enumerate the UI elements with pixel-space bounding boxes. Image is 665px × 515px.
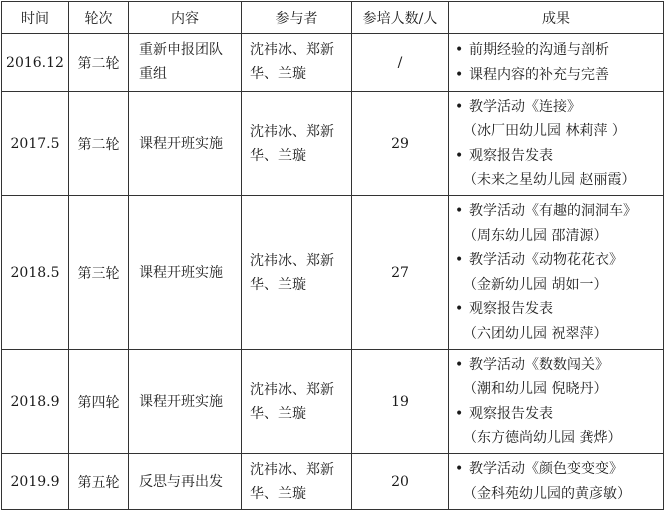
result-item (455, 63, 661, 88)
participants-line: 华、兰璇 (250, 405, 306, 422)
cell-time: 2019.9 (2, 454, 69, 510)
bullet-icon: • (455, 42, 464, 58)
result-item (455, 248, 661, 273)
cell-round: 第二轮 (69, 34, 129, 92)
result-item (455, 95, 661, 120)
header-results: 成果 (449, 2, 664, 34)
cell-results (449, 196, 664, 350)
cell-time: 2016.12 (2, 34, 69, 92)
result-detail: （潮和幼儿园 倪晓丹） (463, 381, 608, 397)
cell-content (129, 196, 242, 350)
bullet-icon: • (455, 356, 464, 373)
cell-content (129, 92, 242, 196)
bullet-icon: • (455, 301, 464, 317)
content-line: 课程开班实施 (139, 264, 223, 281)
result-text: 教学活动《动物花花衣》 (469, 252, 623, 268)
result-text: 课程内容的补充与完善 (469, 66, 609, 83)
training-table (1, 1, 664, 510)
table-row (2, 350, 664, 454)
cell-participants (242, 196, 352, 350)
cell-results (449, 350, 664, 454)
participants-line: 华、兰璇 (250, 485, 306, 502)
result-item (455, 353, 661, 378)
cell-count: 19 (352, 350, 449, 454)
participants-line: 沈祎冰、郑新 (250, 123, 334, 140)
participants-line: 沈祎冰、郑新 (250, 42, 334, 58)
cell-count: / (352, 34, 449, 92)
result-text: 教学活动《连接》 (469, 98, 581, 115)
bullet-icon: • (455, 147, 464, 164)
cell-participants (242, 454, 352, 510)
table-row (2, 196, 664, 350)
cell-round: 第五轮 (69, 454, 129, 510)
cell-time: 2018.9 (2, 350, 69, 454)
header-participants: 参与者 (242, 2, 352, 34)
result-text: 观察报告发表 (469, 147, 553, 164)
bullet-icon: • (455, 461, 464, 477)
participants-line: 沈祎冰、郑新 (250, 461, 334, 478)
participants-line: 沈祎冰、郑新 (250, 381, 334, 398)
result-text: 观察报告发表 (469, 405, 553, 422)
content-line: 重组 (139, 66, 167, 82)
result-detail: （金科苑幼儿园的黄彦敏） (463, 485, 631, 502)
participants-line: 华、兰璇 (250, 147, 306, 164)
result-text: 前期经验的沟通与剖析 (469, 42, 609, 58)
cell-results (449, 92, 664, 196)
table-body (2, 34, 664, 510)
result-item (455, 457, 661, 482)
cell-time: 2018.5 (2, 196, 69, 350)
cell-participants (242, 34, 352, 92)
cell-time: 2017.5 (2, 92, 69, 196)
bullet-icon: • (455, 98, 464, 115)
cell-round: 第三轮 (69, 196, 129, 350)
bullet-icon: • (455, 252, 464, 268)
result-detail: （周东幼儿园 邵清源） (463, 227, 608, 244)
cell-results (449, 454, 664, 510)
content-line: 重新申报团队 (139, 42, 223, 58)
participants-line: 华、兰璇 (250, 276, 306, 293)
table-row (2, 454, 664, 510)
result-item (455, 199, 661, 224)
result-detail: （金新幼儿园 胡如一） (463, 276, 608, 293)
participants-line: 沈祎冰、郑新 (250, 252, 334, 269)
content-line: 课程开班实施 (139, 393, 223, 410)
content-line: 课程开班实施 (139, 135, 223, 152)
participants-line: 华、兰璇 (250, 66, 306, 82)
result-item (455, 297, 661, 322)
result-detail: （冰厂田幼儿园 林莉萍 ） (463, 123, 626, 139)
result-detail: （未来之星幼儿园 赵丽霞） (463, 172, 636, 188)
header-content: 内容 (129, 2, 242, 34)
bullet-icon: • (455, 405, 464, 422)
result-item (455, 402, 661, 427)
content-line: 反思与再出发 (139, 473, 223, 490)
cell-results (449, 34, 664, 92)
table-row (2, 34, 664, 92)
header-round: 轮次 (69, 2, 129, 34)
cell-content (129, 454, 242, 510)
header-time: 时间 (2, 2, 69, 34)
result-item (455, 144, 661, 169)
bullet-icon: • (455, 66, 464, 83)
cell-round: 第四轮 (69, 350, 129, 454)
header-row (2, 2, 664, 34)
cell-participants (242, 350, 352, 454)
header-count: 参培人数/人 (352, 2, 449, 34)
cell-content (129, 350, 242, 454)
result-detail: （东方德尚幼儿园 龚烨） (463, 430, 622, 446)
cell-round: 第二轮 (69, 92, 129, 196)
cell-count: 29 (352, 92, 449, 196)
result-item (455, 38, 661, 63)
result-text: 教学活动《数数闯关》 (469, 356, 609, 373)
cell-participants (242, 92, 352, 196)
result-detail: （六团幼儿园 祝翠萍） (463, 325, 608, 342)
bullet-icon: • (455, 203, 464, 219)
cell-count: 27 (352, 196, 449, 350)
cell-count: 20 (352, 454, 449, 510)
result-text: 教学活动《有趣的洞洞车》 (469, 203, 637, 219)
table-row (2, 92, 664, 196)
result-text: 观察报告发表 (469, 301, 553, 317)
cell-content (129, 34, 242, 92)
result-text: 教学活动《颜色变变变》 (469, 461, 623, 477)
